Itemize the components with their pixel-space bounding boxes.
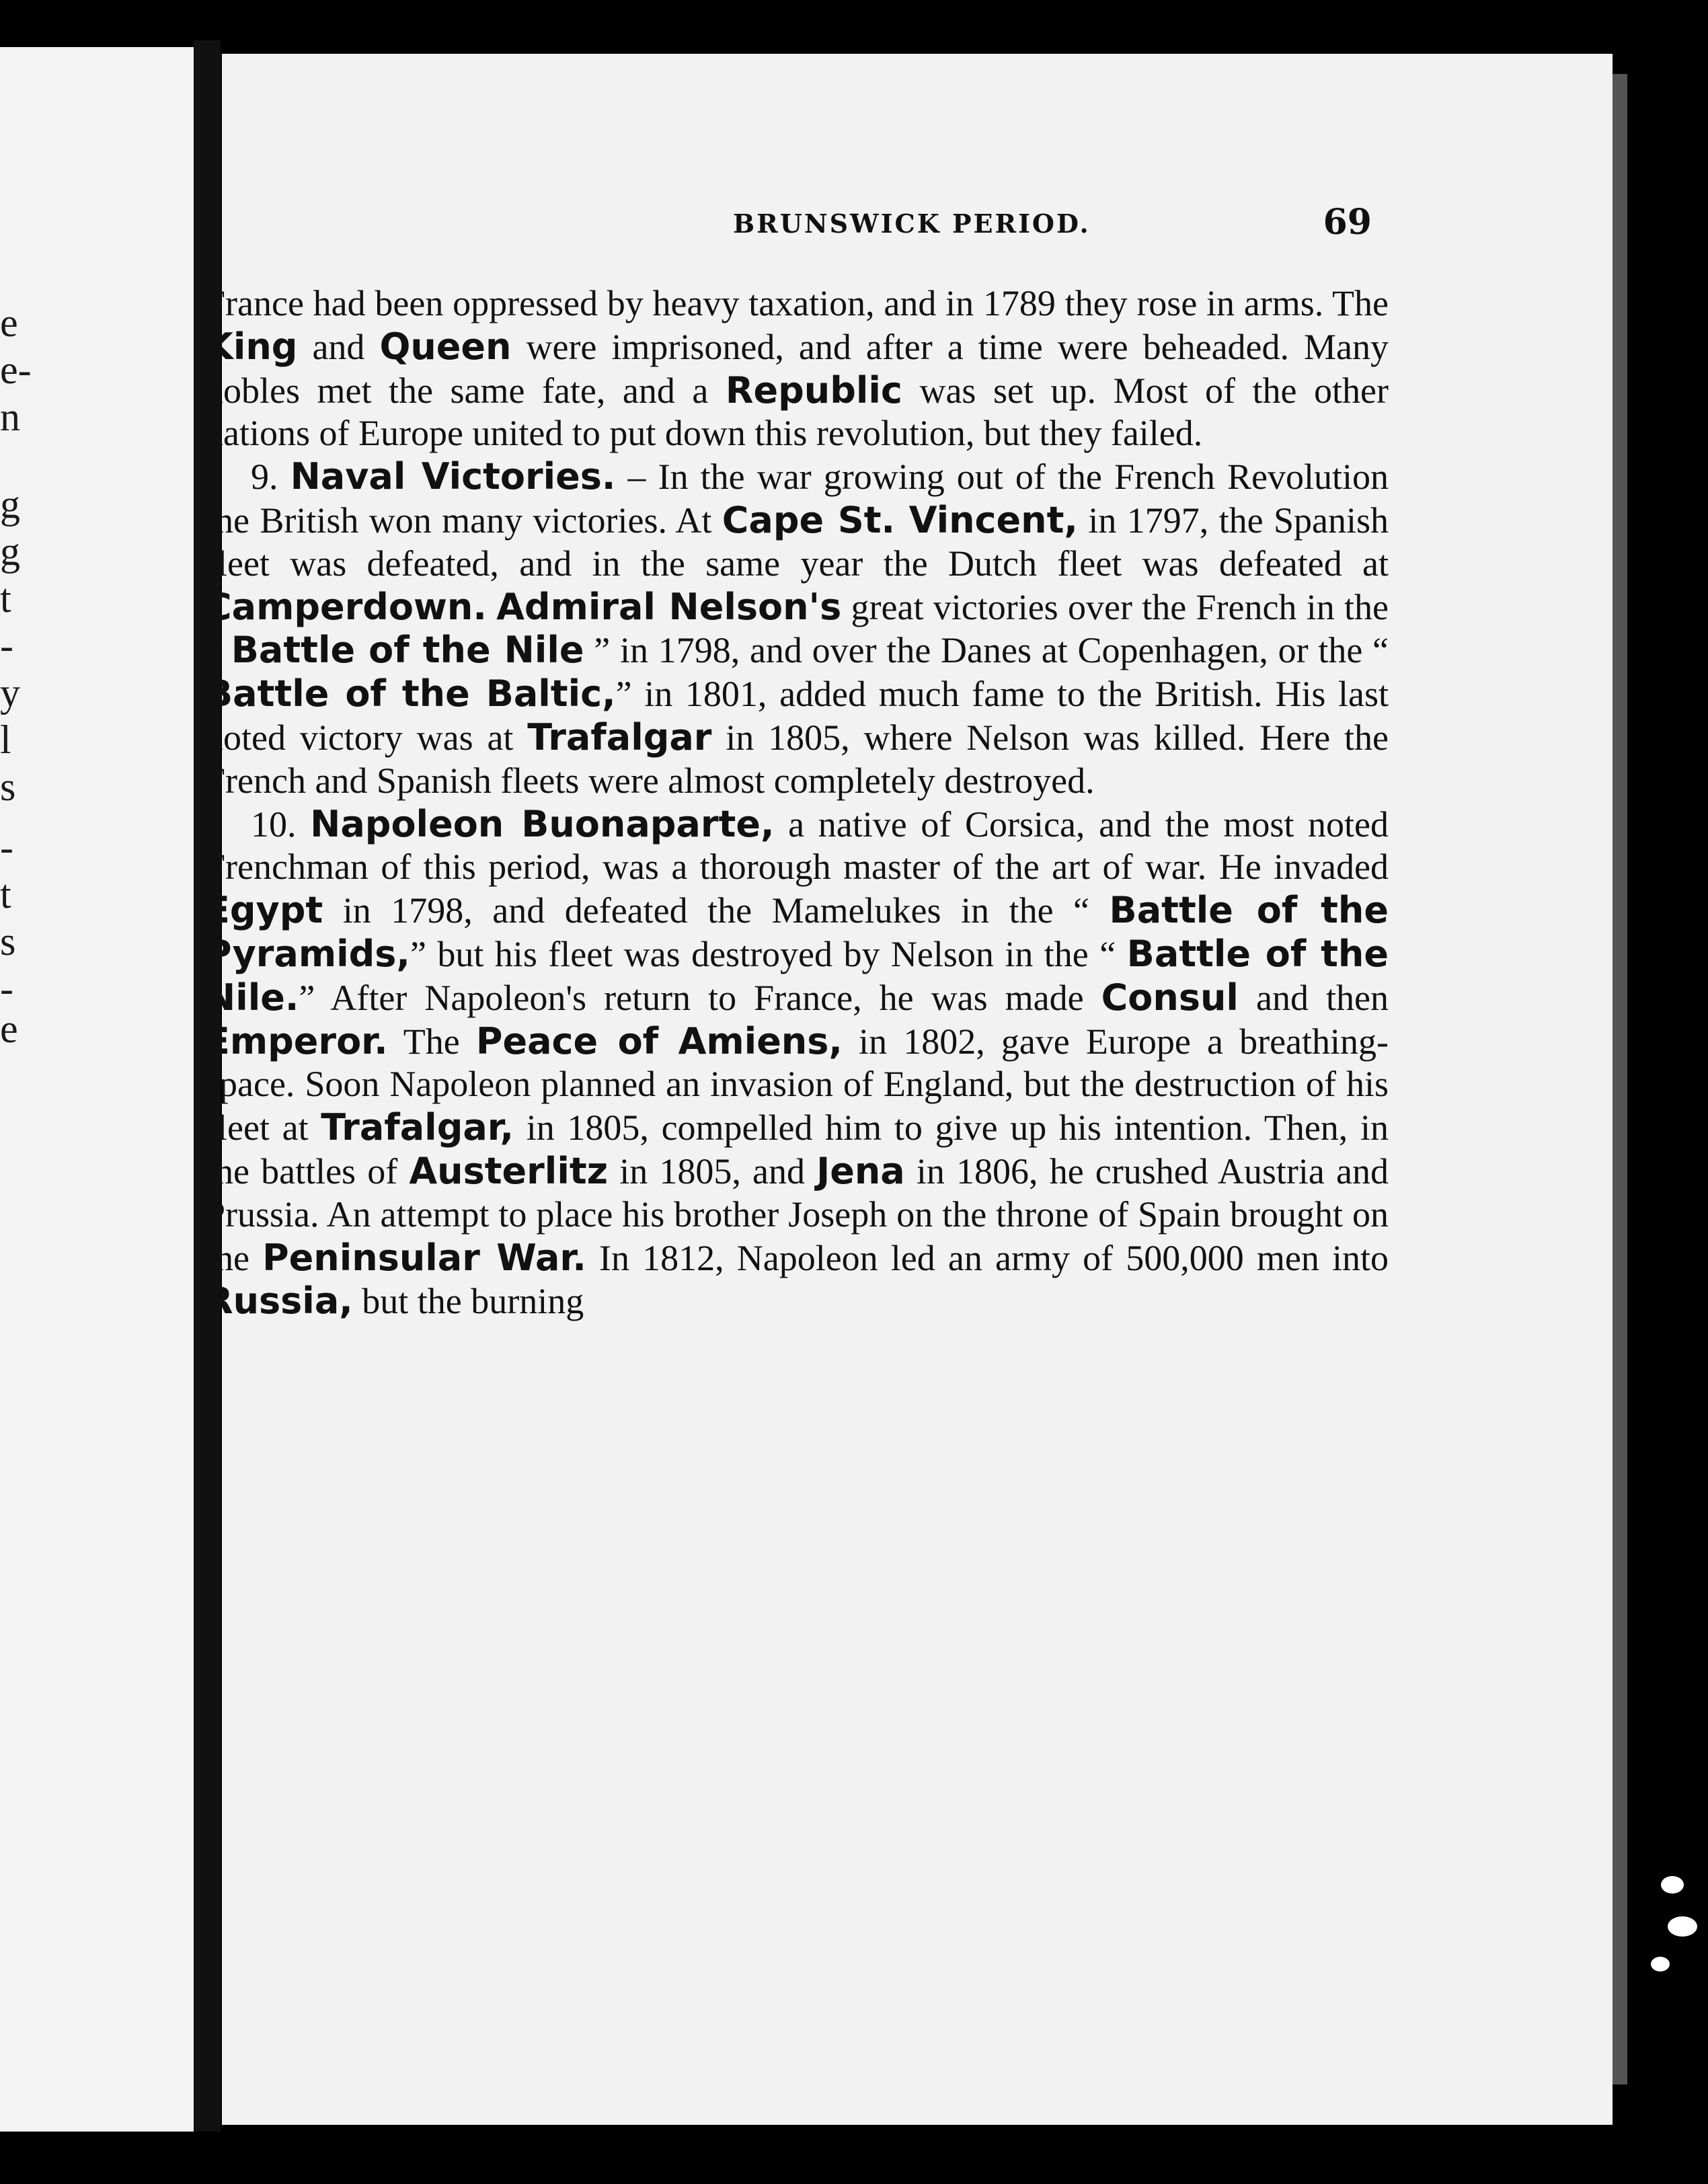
text-run: ” but his fleet was destroyed by Nelson in the “ [410,933,1127,974]
text-run: and [297,326,380,367]
highlighted-term: Battle of the Nile. [205,932,1389,1019]
text-run: in 1806, he crushed Austria and Prussia. An attempt to place his brother Joseph on the throne of Spain brought on the [205,1150,1389,1278]
left-page-letter: e- [0,348,32,392]
highlighted-term: Austerlitz [409,1149,609,1192]
left-page-letter: - [0,623,13,668]
highlighted-term: Peninsular War. [262,1236,586,1279]
highlighted-term: Emperor. [205,1019,388,1062]
highlighted-term: Napoleon Buonaparte, [310,802,775,845]
left-page-letter: e [0,1007,18,1051]
left-page-letter: s [0,919,16,964]
highlighted-term: Camperdown. [205,585,487,628]
highlighted-term: King [205,325,298,368]
text-run [487,587,496,627]
highlighted-term: Russia, [205,1280,353,1323]
highlighted-term: Admiral Nelson's [496,585,842,628]
highlighted-term: Jena [816,1149,905,1192]
text-run: in 1797, the Spanish fleet was defeated, and in the same year the Dutch fleet was defeated at [205,500,1389,584]
text-run: The [387,1021,476,1062]
left-page-letter: n [0,395,20,439]
highlighted-term: Trafalgar, [321,1106,514,1149]
highlighted-term: Republic [725,368,902,412]
text-run: ” in 1801, added much fame to the British. His last noted victory was at [205,674,1389,758]
text-run: France had been oppressed by heavy taxation, and in 1789 they rose in arms. The [205,283,1389,323]
left-page-letter: t [0,576,11,621]
left-page-fragment [0,47,194,2132]
paragraph [205,282,1389,455]
highlighted-term: Trafalgar [527,715,712,758]
paragraph [205,803,1389,1324]
text-run: 10. [251,804,311,845]
paper-speck [1651,1957,1670,1972]
highlighted-term: Battle of the Baltic, [205,672,616,715]
text-run: were imprisoned, and after a time were beheaded. Many nobles met the same fate, and a [205,326,1389,411]
highlighted-term: Egypt [205,889,323,932]
left-page-letter: g [0,529,20,574]
text-run: 9. [251,457,290,498]
highlighted-term: Battle of the Pyramids, [205,889,1389,975]
highlighted-term: Consul [1101,976,1239,1019]
text-run: ” After Napoleon's return to France, he was made [299,977,1101,1018]
body-text [205,282,1389,1323]
left-page-letter: y [0,670,20,715]
left-page-letter: s [0,765,16,809]
text-run: in 1805, and [608,1150,817,1192]
page-edge [1613,74,1627,2084]
left-page-letter: e [0,301,18,345]
text-run: in 1802, gave Europe a breathing-space. Soon Napoleon planned an invasion of England, but the destruction of his fleet at [205,1021,1389,1148]
text-run: great victories over the French in the “ [205,586,1389,671]
text-run: was set up. Most of the other nations of Europe united to put down this revolution, but they failed. [205,370,1389,454]
paragraph [205,455,1389,802]
text-run: ” in 1798, and over the Danes at Copenhagen, or the “ [584,630,1389,671]
text-run: in 1805, compelled him to give up his intention. Then, in the battles of [205,1107,1389,1192]
left-page-letter: - [0,966,13,1011]
page-header [511,202,1379,262]
text-run: a native of Corsica, and the most noted Frenchman of this period, was a thorough master of the art of war. He invaded [205,804,1389,888]
text-run: in 1805, where Nelson was killed. Here the French and Spanish fleets were almost completely destroyed. [205,717,1389,801]
left-page-letter: t [0,872,11,916]
paper-speck [1668,1916,1697,1937]
text-run: in 1798, and defeated the Mamelukes in the “ [323,890,1110,931]
highlighted-term: Battle of the Nile [231,629,584,672]
highlighted-term: Peace of Amiens, [475,1019,843,1062]
highlighted-term: Naval Victories. [290,455,616,498]
page-number: 69 [1323,202,1372,243]
highlighted-term: Queen [379,325,512,368]
highlighted-term: Cape St. Vincent, [722,498,1078,541]
left-page-letter: - [0,825,13,869]
text-run: but the burning [352,1281,584,1322]
paper-speck [1661,1876,1684,1894]
left-page-letter: l [0,717,11,762]
running-title: BRUNSWICK PERIOD. [733,208,1091,239]
left-page-letter: g [0,482,20,526]
text-run: and then [1238,977,1389,1018]
text-run: – In the war growing out of the French Revolution the British won many victories. At [205,457,1389,541]
text-run: In 1812, Napoleon led an army of 500,000 men into [586,1237,1389,1278]
